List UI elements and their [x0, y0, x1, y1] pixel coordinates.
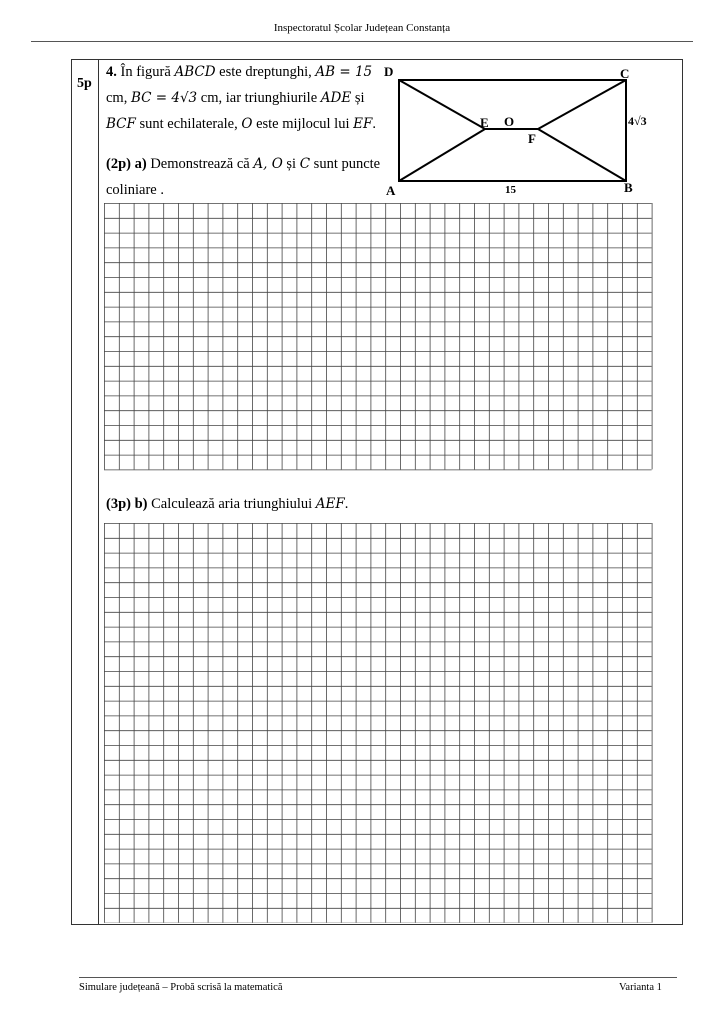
problem-points: 5p	[77, 76, 92, 91]
part-b-score: (3p) b)	[106, 496, 148, 512]
part-a-text: sunt puncte	[313, 156, 381, 172]
segment-bf	[538, 129, 626, 181]
segment-cf	[538, 80, 626, 129]
part-a-text: Demonstrează că	[150, 156, 250, 172]
geometry-figure	[380, 62, 670, 198]
part-b-text: Calculează aria triunghiului	[151, 496, 313, 512]
statement-text: sunt echilaterale,	[139, 116, 238, 132]
header-rule	[31, 41, 693, 42]
segment-ae	[399, 129, 485, 181]
vertex-label-b: B	[624, 180, 633, 195]
part-b-line	[106, 497, 348, 512]
answer-grid-b[interactable]	[104, 523, 666, 923]
statement-text: este dreptunghi,	[219, 64, 312, 80]
point-label-o: O	[504, 114, 515, 129]
footer-exam-title: Simulare județeană – Probă scrisă la matematică	[79, 982, 283, 993]
part-a-score: (2p) a)	[106, 156, 147, 172]
part-a-line-2: coliniare .	[106, 182, 164, 198]
statement-text: cm, iar triunghiurile	[200, 90, 318, 106]
statement-text: În figură	[120, 64, 171, 80]
part-a-text: și	[286, 156, 297, 172]
vertex-label-a: A	[386, 183, 396, 198]
math-abcd: ABCD	[174, 64, 216, 80]
problem-statement-line-1	[106, 65, 372, 80]
answer-grid-a[interactable]	[104, 203, 666, 474]
side-label-bc: 4√3	[628, 114, 647, 128]
side-label-ab: 15	[505, 184, 516, 196]
problem-number: 4.	[106, 64, 117, 80]
segment-de	[399, 80, 485, 129]
vertex-label-c: C	[620, 66, 630, 81]
math-bc: BC = 4√3	[130, 90, 198, 106]
math-ab: AB = 15	[315, 64, 373, 80]
footer-rule	[79, 977, 677, 978]
page-header-title: Inspectoratul Școlar Județean Constanța	[273, 22, 451, 34]
vertex-label-d: D	[384, 64, 394, 79]
part-b-period: .	[344, 496, 349, 512]
math-c: C	[299, 156, 311, 172]
statement-period: .	[372, 116, 376, 132]
problem-statement-line-3	[106, 117, 376, 132]
math-ef: EF	[353, 116, 373, 132]
math-ade: ADE	[320, 90, 352, 106]
footer-variant: Varianta 1	[619, 982, 662, 993]
points-column-divider	[98, 59, 99, 925]
math-a-o: A, O	[253, 156, 283, 172]
part-a-line-1	[106, 157, 380, 172]
math-o: O	[241, 116, 253, 132]
statement-text: este mijlocul lui	[256, 116, 350, 132]
statement-text: cm,	[106, 90, 128, 106]
problem-statement-line-2	[106, 91, 365, 106]
point-label-e: E	[480, 115, 489, 130]
math-aef: AEF	[315, 496, 345, 512]
point-label-f: F	[528, 131, 536, 146]
math-bcf: BCF	[106, 116, 136, 132]
rectangle-abcd	[399, 80, 626, 181]
statement-text: și	[354, 90, 365, 106]
